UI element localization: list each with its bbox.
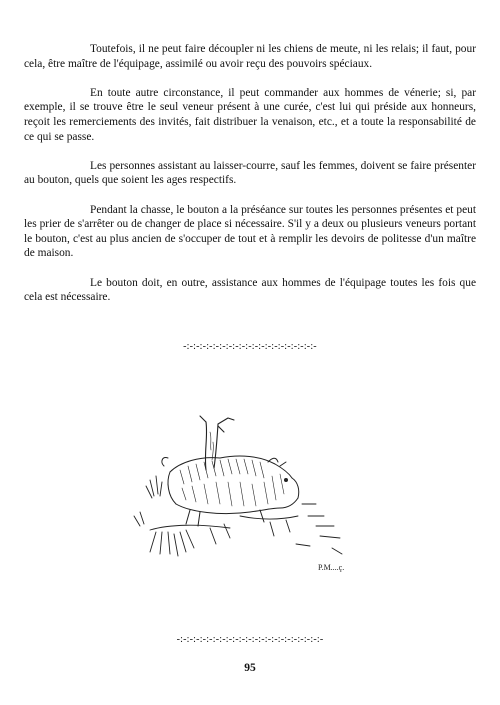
paragraph-3: Les personnes assistant au laisser-courre, sauf les femmes, doivent se faire présenter au bouton, quels que soient les ages respectifs. (24, 159, 476, 187)
page-number: 95 (244, 662, 256, 674)
separator-bottom: -:-:-:-:-:-:-:-:-:-:-:-:-:-:-:-:-:-:-:-:-:-:- (176, 634, 324, 645)
boar-body (162, 456, 299, 526)
paragraph-1: Toutefois, il ne peut faire découpler ni les chiens de meute, ni les relais; il faut, pour cela, être maître de l'équipage, assimilé ou avoir reçu des pouvoirs spéciaux. (24, 43, 476, 70)
paragraph-5: Le bouton doit, en outre, assistance aux hommes de l'équipage toutes les fois que cela est nécessaire. (24, 276, 476, 304)
boar-illustration (120, 412, 390, 584)
paragraph-4: Pendant la chasse, le bouton a la préséance sur toutes les personnes présentes et peut les prier de s'arrêter ou de changer de place si nécessaire. S'il y a deux ou plusieurs veneurs portant le bouton, c'est au plus ancien de s'occuper de tout et à remplir les devoirs de politesse d'un maître de maison. (24, 203, 476, 260)
undergrowth (134, 476, 342, 556)
separator-top: -:-:-:-:-:-:-:-:-:-:-:-:-:-:-:-:-:-:-:-:- (183, 341, 317, 352)
body-text (24, 42, 476, 305)
paragraph-2: En toute autre circonstance, il peut commander aux hommes de vénerie; si, par exemple, il se trouve être le seul veneur présent à une curée, c'est lui qui préside aux honneurs, reçoit les remerciements des invités, fait distribuer la venaison, etc., et a toute la responsabilité de ce qui se passe. (24, 86, 476, 143)
artist-signature: P.M....ç. (318, 563, 345, 572)
